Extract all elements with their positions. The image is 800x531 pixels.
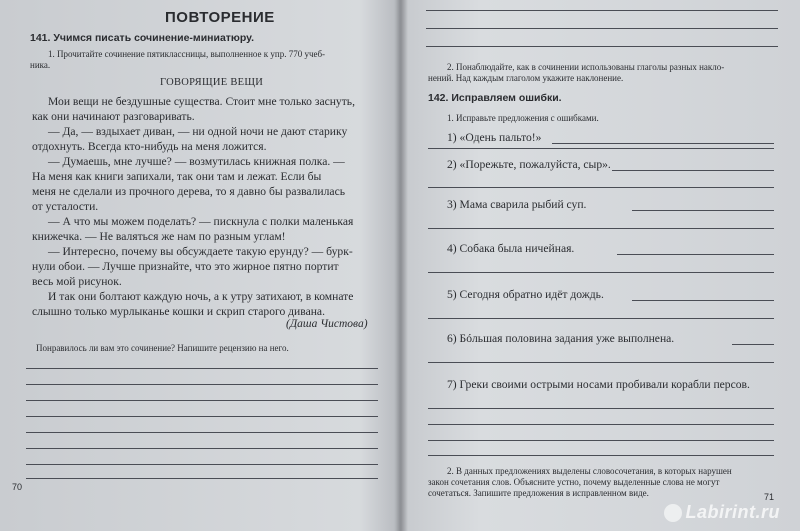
right-page (402, 0, 800, 531)
essay-line: как они начинают разговаривать. (32, 110, 195, 123)
exercise-141-task-line-1: 1. Прочитайте сочинение пятиклассницы, выполненное к упр. 770 учеб- (48, 49, 326, 59)
essay-line: книжечка. — Не валяться же нам по разным углам! (32, 230, 286, 243)
writing-line (428, 272, 774, 273)
writing-line (26, 368, 378, 369)
sentence-item: 1) «Одень пальто!» (447, 131, 542, 144)
essay-line: Мои вещи не бездушные существа. Стоит мне только заснуть, (48, 95, 355, 108)
bottom-task-line-3: сочетаться. Запишите предложения в исправленном виде. (428, 488, 649, 498)
task-2-line-1: 2. Понаблюдайте, как в сочинении использованы глаголы разных накло- (447, 62, 725, 72)
writing-line (428, 408, 774, 409)
essay-line: меня не сделали из прочного дерева, то я давно бы развалилась (32, 185, 345, 198)
writing-line (26, 464, 378, 465)
exercise-142-heading: 142. Исправляем ошибки. (428, 92, 562, 104)
labirint-logo-icon (664, 504, 682, 522)
sentence-item: 4) Собака была ничейная. (447, 242, 575, 255)
answer-line (732, 344, 774, 345)
writing-line (26, 416, 378, 417)
essay-title: ГОВОРЯЩИЕ ВЕЩИ (160, 77, 264, 88)
sentence-item: 2) «Порежьте, пожалуйста, сыр». (447, 158, 611, 171)
left-page (0, 0, 398, 531)
essay-line: — Да, — вздыхает диван, — ни одной ночи не дают старику (48, 125, 348, 138)
bottom-task-line-2: закон сочетания слов. Объясните устно, почему выделенные слова не могут (428, 477, 720, 487)
writing-line (26, 400, 378, 401)
essay-line: — А что мы можем поделать? — пискнула с полки маленькая (48, 215, 354, 228)
sentence-item: 3) Мама сварила рыбий суп. (447, 198, 587, 211)
essay-line: — Интересно, почему вы обсуждаете такую ерунду? — бурк- (48, 245, 353, 258)
writing-line (26, 384, 378, 385)
essay-line: от усталости. (32, 200, 99, 213)
exercise-141-task-line-2: ника. (30, 60, 51, 70)
sentence-item: 7) Греки своими острыми носами пробивали корабли персов. (447, 378, 750, 391)
writing-line (26, 448, 378, 449)
writing-line (428, 440, 774, 441)
writing-line (26, 432, 378, 433)
answer-line (632, 300, 774, 301)
answer-line (552, 143, 774, 144)
essay-line: весь мой рисунок. (32, 275, 122, 288)
writing-line (428, 187, 774, 188)
writing-line (428, 362, 774, 363)
answer-line (612, 170, 774, 171)
writing-line (426, 10, 778, 11)
essay-line: И так они болтают каждую ночь, а к утру затихают, в комнате (48, 290, 354, 303)
answer-line (632, 210, 774, 211)
writing-line (428, 424, 774, 425)
bottom-task-line-1: 2. В данных предложениях выделены словосочетания, в которых нарушен (447, 466, 732, 476)
writing-line (428, 228, 774, 229)
essay-line: На меня как книги запихали, так они там и лежат. Если бы (32, 170, 322, 183)
writing-line (428, 148, 774, 149)
essay-line: нули обои. — Лучше признайте, что это жирное пятно портит (32, 260, 339, 273)
sentence-item: 6) Бóльшая половина задания уже выполнена. (447, 332, 675, 345)
page-title: ПОВТОРЕНИЕ (165, 9, 275, 26)
essay-author: (Даша Чистова) (286, 318, 368, 330)
essay-line: — Думаешь, мне лучше? — возмутилась книжная полка. — (48, 155, 345, 168)
essay-line: слышно только мурлыканье кошки и скрип старого дивана. (32, 305, 325, 318)
writing-line (426, 46, 778, 47)
writing-line (428, 455, 774, 456)
task-2-line-2: нений. Над каждым глаголом укажите наклонение. (428, 73, 624, 83)
writing-line (26, 478, 378, 479)
watermark (664, 502, 781, 523)
exercise-141-heading: 141. Учимся писать сочинение-миниатюру. (30, 32, 255, 44)
watermark-text: Labirint.ru (685, 502, 780, 522)
review-task: Понравилось ли вам это сочинение? Напишите рецензию на него. (36, 343, 289, 353)
essay-line: отдохнуть. Всегда кто-нибудь на меня ложится. (32, 140, 267, 153)
writing-line (428, 318, 774, 319)
answer-line (617, 254, 774, 255)
page-number-left: 70 (12, 482, 23, 492)
page-number-right: 71 (764, 492, 775, 502)
sentence-item: 5) Сегодня обратно идёт дождь. (447, 288, 604, 301)
exercise-142-task: 1. Исправьте предложения с ошибками. (447, 113, 599, 123)
writing-line (426, 28, 778, 29)
